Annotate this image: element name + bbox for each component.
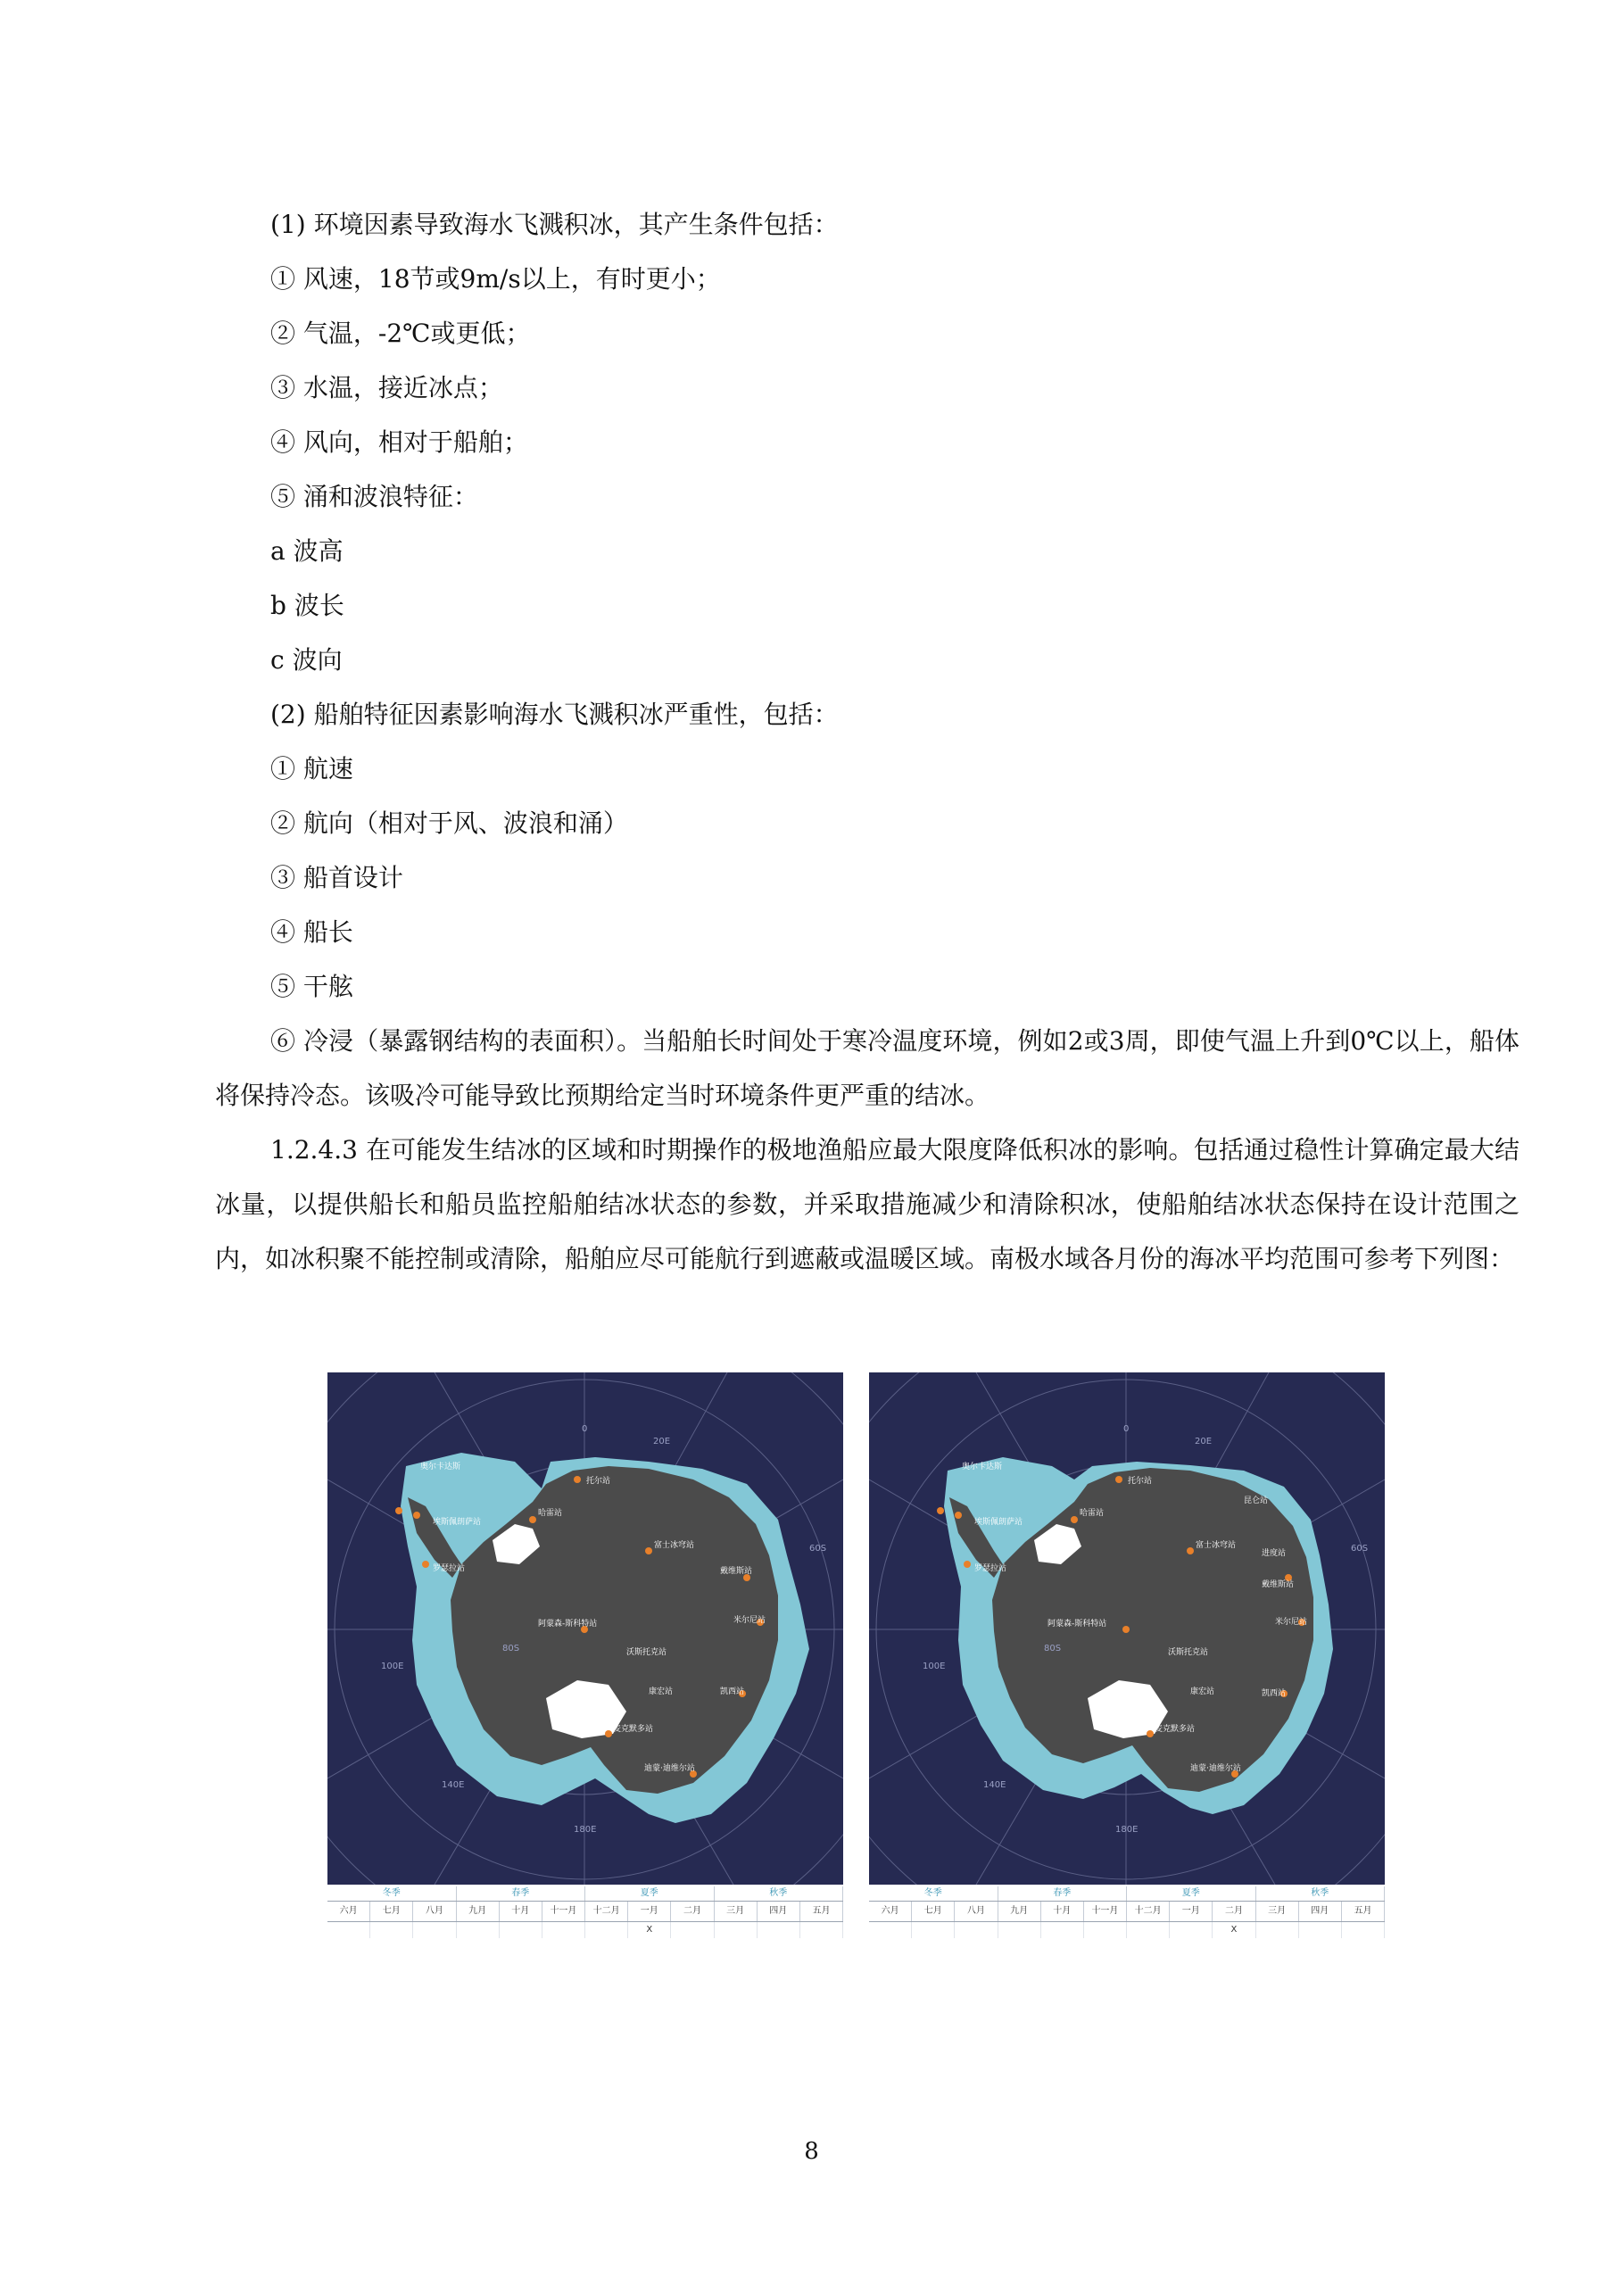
season-label: 春季 [998, 1886, 1128, 1901]
station-marker [1122, 1626, 1130, 1633]
month-label: 十月 [1041, 1902, 1084, 1921]
text-line: ⑤ 干舷 [270, 972, 353, 1001]
grid-label: 60S [1351, 1544, 1369, 1554]
month-label: 十一月 [542, 1902, 585, 1921]
text-line: ① 风速，18节或9m/s以上，有时更小； [270, 264, 721, 294]
station-label: 戴维斯站 [1262, 1580, 1295, 1589]
paragraph-cold-soak: ⑥ 冷浸（暴露钢结构的表面积）。当船舶长时间处于寒冷温度环境，例如2或3周，即使气温上升到0℃以上，船体将保持冷态。该吸冷可能导致比预期给定当时环境条件更严重的结冰。 [215, 1026, 1519, 1110]
sea-ice-map-figure [327, 1372, 843, 1944]
grid-label: 0 [1123, 1424, 1130, 1434]
station-label: 奥尔卡达斯 [420, 1463, 461, 1471]
grid-label: 100E [923, 1662, 946, 1671]
station-label: 罗瑟拉站 [974, 1564, 1007, 1573]
grid-label: 180E [574, 1825, 597, 1835]
station-marker [413, 1512, 420, 1519]
station-marker [605, 1730, 612, 1737]
month-mark: X [1213, 1922, 1255, 1938]
map-svg [327, 1372, 843, 1885]
month-label: 六月 [869, 1902, 912, 1921]
station-marker [422, 1561, 429, 1568]
season-month-table [869, 1886, 1385, 1942]
month-row [869, 1902, 1385, 1922]
station-label: 罗瑟拉站 [433, 1564, 466, 1573]
text-line: b 波长 [270, 591, 344, 620]
station-label: 埃斯佩朗萨站 [433, 1518, 482, 1527]
text-line: ④ 船长 [270, 917, 353, 947]
station-label: 戴维斯站 [720, 1567, 753, 1576]
month-label: 五月 [1342, 1902, 1385, 1921]
month-label: 二月 [1213, 1902, 1255, 1921]
text-line: (2) 船舶特征因素影响海水飞溅积冰严重性，包括： [270, 700, 839, 729]
mark-row [869, 1922, 1385, 1938]
month-mark: X [628, 1922, 671, 1938]
station-label: 凯西站 [720, 1687, 745, 1696]
season-row [869, 1886, 1385, 1902]
season-month-table [327, 1886, 843, 1942]
month-label: 九月 [998, 1902, 1041, 1921]
text-line: ① 航速 [270, 754, 353, 783]
station-label: 康宏站 [1190, 1687, 1215, 1696]
grid-label: 20E [653, 1437, 671, 1446]
season-row [327, 1886, 843, 1902]
text-line: c 波向 [270, 645, 343, 675]
station-marker [1187, 1547, 1194, 1554]
station-label: 阿蒙森-斯科特站 [538, 1620, 598, 1629]
grid-label: 140E [983, 1780, 1006, 1790]
station-label: 托尔站 [586, 1477, 611, 1486]
month-label: 八月 [955, 1902, 998, 1921]
season-label: 夏季 [1127, 1886, 1256, 1901]
month-label: 一月 [1170, 1902, 1213, 1921]
station-marker [1071, 1516, 1078, 1523]
month-label: 四月 [758, 1902, 800, 1921]
text-line: ③ 水温，接近冰点； [270, 373, 503, 402]
station-marker [937, 1507, 944, 1514]
season-label: 冬季 [869, 1886, 998, 1901]
grid-label: 20E [1195, 1437, 1213, 1446]
station-marker [645, 1547, 652, 1554]
station-label: 麦克默多站 [1155, 1725, 1196, 1734]
month-label: 八月 [413, 1902, 456, 1921]
season-label: 春季 [457, 1886, 586, 1901]
station-label: 沃斯托克站 [1168, 1648, 1209, 1657]
month-label: 九月 [457, 1902, 500, 1921]
grid-label: 60S [809, 1544, 827, 1554]
text-line: ② 航向（相对于风、波浪和涌） [270, 808, 628, 838]
station-label: 进度站 [1262, 1549, 1287, 1558]
text-line: ② 气温，-2℃或更低； [270, 319, 531, 348]
month-label: 三月 [1256, 1902, 1299, 1921]
station-label: 凯西站 [1262, 1689, 1287, 1698]
station-label: 奥尔卡达斯 [962, 1463, 1003, 1471]
grid-label: 100E [381, 1662, 404, 1671]
station-marker [1115, 1476, 1122, 1483]
month-label: 十一月 [1084, 1902, 1127, 1921]
station-label: 迪蒙·迪维尔站 [1190, 1764, 1241, 1773]
sea-ice-map-figure [869, 1372, 1385, 1944]
month-label: 十二月 [1127, 1902, 1170, 1921]
paragraph-1-2-4-3: 1.2.4.3 在可能发生结冰的区域和时期操作的极地渔船应最大限度降低积冰的影响。包括通过稳性计算确定最大结冰量，以提供船长和船员监控船舶结冰状态的参数，并采取措施减少和清除积冰，使船舶结冰状态保持在设计范围之内，如冰积聚不能控制或清除，船舶应尽可能航行到遮蔽或温暖区域。南极水域各月份的海冰平均范围可参考下列图： [215, 1135, 1519, 1273]
page-number: 8 [804, 2138, 819, 2165]
text-line: ④ 风向，相对于船舶； [270, 427, 528, 457]
map-svg [869, 1372, 1385, 1885]
grid-label: 0 [582, 1424, 588, 1434]
month-label: 十二月 [585, 1902, 628, 1921]
station-marker [1147, 1730, 1154, 1737]
station-marker [395, 1507, 402, 1514]
station-label: 埃斯佩朗萨站 [974, 1518, 1023, 1527]
station-marker [529, 1516, 536, 1523]
text-line: (1) 环境因素导致海水飞溅积冰，其产生条件包括： [270, 210, 839, 239]
station-label: 富士冰穹站 [654, 1541, 695, 1550]
month-row [327, 1902, 843, 1922]
grid-label: 80S [1044, 1644, 1062, 1654]
station-label: 托尔站 [1128, 1477, 1153, 1486]
month-label: 一月 [628, 1902, 671, 1921]
month-label: 四月 [1299, 1902, 1342, 1921]
station-label: 麦克默多站 [613, 1725, 654, 1734]
month-label: 二月 [671, 1902, 714, 1921]
season-label: 冬季 [327, 1886, 457, 1901]
month-label: 七月 [912, 1902, 955, 1921]
grid-label: 80S [502, 1644, 520, 1654]
text-line: a 波高 [270, 536, 344, 566]
text-line: ⑤ 涌和波浪特征： [270, 482, 478, 511]
season-label: 秋季 [715, 1886, 844, 1901]
text-line: ③ 船首设计 [270, 863, 403, 892]
season-label: 秋季 [1256, 1886, 1386, 1901]
station-label: 富士冰穹站 [1196, 1541, 1237, 1550]
month-label: 十月 [500, 1902, 542, 1921]
month-label: 五月 [800, 1902, 843, 1921]
station-label: 康宏站 [649, 1687, 674, 1696]
station-marker [955, 1512, 962, 1519]
station-marker [574, 1476, 581, 1483]
antarctic-map [327, 1372, 843, 1885]
grid-label: 180E [1115, 1825, 1139, 1835]
station-label: 哈雷站 [1080, 1509, 1105, 1518]
station-label: 米尔尼站 [733, 1616, 766, 1625]
station-label: 沃斯托克站 [626, 1648, 667, 1657]
station-marker [964, 1561, 971, 1568]
station-label: 米尔尼站 [1275, 1618, 1308, 1627]
grid-label: 140E [442, 1780, 465, 1790]
month-label: 三月 [715, 1902, 758, 1921]
station-label: 阿蒙森-斯科特站 [1047, 1620, 1107, 1629]
antarctic-map [869, 1372, 1385, 1885]
month-label: 七月 [370, 1902, 413, 1921]
month-label: 六月 [327, 1902, 370, 1921]
mark-row [327, 1922, 843, 1938]
station-label: 哈雷站 [538, 1509, 563, 1518]
station-label: 迪蒙·迪维尔站 [644, 1764, 695, 1773]
station-label: 昆仑站 [1244, 1496, 1269, 1505]
season-label: 夏季 [585, 1886, 715, 1901]
